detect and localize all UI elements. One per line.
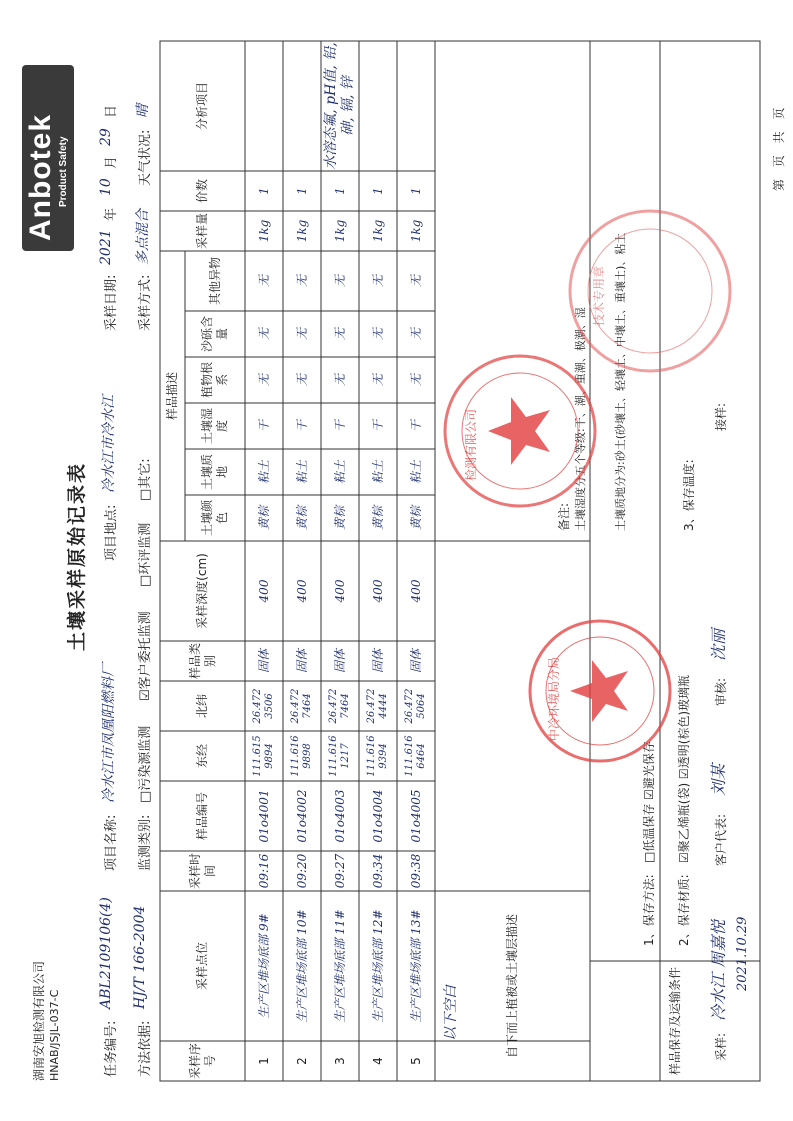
sampling-label: 采样方式: — [138, 274, 153, 331]
row-2-gravel: 无 — [294, 328, 309, 341]
row-4-texture: 粘土 — [370, 460, 385, 485]
row-3-color: 黄棕 — [332, 506, 347, 531]
company-name: 湖南安旭检测有限公司 — [32, 960, 46, 1081]
date-month-unit: 月 — [104, 155, 119, 169]
row-3-depth: 400 — [332, 579, 347, 603]
stamp-text-1: 中冷环境局分局 — [547, 656, 561, 741]
sampler-signature: 冷水江 周嘉悦 — [709, 919, 728, 1021]
row-2-id: 01o4002 — [294, 789, 309, 843]
col-qty: 采样量 — [195, 213, 209, 250]
opt-env: □环评监测 — [138, 522, 153, 587]
page-counter: 第 页 共 页 — [772, 103, 786, 191]
row-4-point: 生产区堆场底部 12# — [370, 909, 385, 1023]
date-day-unit: 日 — [104, 104, 119, 118]
row-4-other: 无 — [370, 275, 385, 288]
method-label: 方法依据: — [138, 1020, 153, 1077]
date-month: 10 — [98, 178, 114, 196]
col-texture: 土壤质地 — [200, 454, 229, 491]
row-3-other: 无 — [332, 275, 347, 288]
date-year: 2021 — [98, 229, 114, 265]
row-5-type: 固体 — [408, 649, 423, 674]
row-3-roots: 无 — [332, 374, 347, 387]
row-4-seq: 4 — [370, 1057, 385, 1065]
row-2-price: 1 — [294, 187, 309, 195]
storage-method-options: □低温保存 ☑避光保存 — [642, 741, 656, 863]
row-1-roots: 无 — [256, 374, 271, 387]
receiver-label: 接样: — [714, 402, 728, 431]
row-4-lat: 26.472 4444 — [365, 688, 389, 724]
row-2-time: 09:20 — [294, 853, 309, 889]
project-site-label: 项目地点: — [104, 504, 119, 561]
note-moisture: 土壤湿度分五个等级:干、潮、重潮、极潮、湿 — [574, 307, 587, 531]
col-lon: 东经 — [195, 744, 209, 769]
row-5-lon: 111.616 6464 — [403, 735, 427, 777]
row-3-seq: 3 — [332, 1057, 347, 1065]
col-point: 采样点位 — [195, 942, 209, 991]
date-day: 29 — [98, 128, 114, 146]
row-5-texture: 粘土 — [408, 460, 423, 485]
storage-material-options: ☑聚乙烯瓶(袋) ☑透明(棕色)玻璃瓶 — [677, 674, 691, 863]
method-value: HJ/T 166-2004 — [132, 905, 148, 1009]
row-5-gravel: 无 — [408, 328, 423, 341]
row-1-id: 01o4001 — [256, 789, 271, 843]
storage-label: 样品保存及运输条件 — [667, 967, 682, 1076]
row-2-moisture: 干 — [294, 420, 309, 433]
row-1-point: 生产区堆场底部 9# — [256, 913, 271, 1019]
project-name: 冷水江市凤凰阳燃料厂 — [101, 663, 117, 803]
reviewer-label: 审核: — [714, 677, 728, 706]
note-temperature: 3、保存温度: — [682, 459, 696, 531]
blank-note: 以下空白 — [443, 985, 459, 1041]
row-1-color: 黄棕 — [256, 506, 271, 531]
row-1-time: 09:16 — [256, 853, 271, 889]
row-1-gravel: 无 — [256, 328, 271, 341]
col-analysis: 分析项目 — [195, 82, 209, 131]
row-5-moisture: 干 — [408, 420, 423, 433]
col-time: 采样时间 — [187, 853, 217, 890]
client-label: 客户代表: — [714, 813, 728, 866]
opt-other: □其它: — [138, 458, 153, 501]
row-1-seq: 1 — [256, 1057, 271, 1065]
date-year-unit: 年 — [104, 207, 119, 221]
row-4-depth: 400 — [370, 579, 385, 603]
row-4-roots: 无 — [370, 374, 385, 387]
col-gravel: 沙砾含量 — [200, 316, 229, 353]
row-3-id: 01o4003 — [332, 789, 347, 843]
row-2-lon: 111.616 9898 — [289, 735, 313, 777]
opt-entrusted: ☑客户委托监测 — [138, 611, 153, 701]
row-1-type: 固体 — [256, 649, 271, 674]
row-2-depth: 400 — [294, 579, 309, 603]
row-1-depth: 400 — [256, 579, 271, 603]
col-seq: 采样序号 — [187, 1043, 217, 1080]
row-5-qty: 1kg — [408, 219, 423, 243]
row-1-qty: 1kg — [256, 219, 271, 243]
row-3-moisture: 干 — [332, 420, 347, 433]
col-lat: 北纬 — [195, 694, 209, 719]
row-4-id: 01o4004 — [370, 789, 385, 843]
stamp-text-3: 技术专用章 — [592, 265, 606, 326]
col-color: 土壤颜色 — [200, 500, 229, 537]
col-moisture: 土壤湿度 — [200, 408, 229, 445]
row-4-qty: 1kg — [370, 219, 385, 243]
row-4-lon: 111.616 9394 — [365, 735, 389, 777]
note-texture: 土壤质地分为:砂土(砂壤土、轻壤土、中壤土、重壤土)、粘土 — [614, 232, 627, 531]
opt-pollution: □污染源监测 — [138, 725, 153, 803]
row-4-time: 09:34 — [370, 853, 385, 889]
col-desc-group: 样品描述 — [165, 372, 179, 421]
col-price: 价数 — [195, 179, 209, 204]
project-site: 冷水江市冷水江 — [101, 395, 117, 493]
strata-label: 自下而上植被或土壤层描述 — [505, 914, 519, 1059]
storage-method-label: 1、保存方法: — [642, 874, 656, 946]
row-2-point: 生产区堆场底部 10# — [294, 909, 309, 1023]
col-id: 样品编号 — [195, 792, 209, 841]
row-4-gravel: 无 — [370, 328, 385, 341]
row-2-seq: 2 — [294, 1057, 309, 1065]
row-3-point: 生产区堆场底部 11# — [332, 909, 347, 1023]
row-3-lat: 26.472 7464 — [327, 688, 351, 724]
reviewer-signature: 沈丽 — [709, 628, 728, 661]
row-5-depth: 400 — [408, 579, 423, 603]
analysis-items: 水溶态氟, pH值, 铅, 砷, 镉, 锌 — [322, 42, 356, 170]
row-5-time: 09:38 — [408, 853, 423, 889]
form-code: HNAB/JSJL-037-C — [48, 989, 61, 1081]
row-1-price: 1 — [256, 187, 271, 195]
row-3-gravel: 无 — [332, 328, 347, 341]
weather-label: 天气状况: — [138, 129, 153, 186]
row-5-point: 生产区堆场底部 13# — [408, 909, 423, 1023]
sampler-label: 采样: — [714, 1032, 728, 1061]
row-5-other: 无 — [408, 275, 423, 288]
storage-material-label: 2、保存材质: — [677, 874, 691, 946]
row-1-moisture: 干 — [256, 420, 271, 433]
weather-value: 晴 — [135, 104, 151, 118]
sampling-value: 多点混合 — [135, 209, 151, 265]
row-5-color: 黄棕 — [408, 506, 423, 531]
row-2-roots: 无 — [294, 374, 309, 387]
row-4-color: 黄棕 — [370, 506, 385, 531]
row-3-time: 09:27 — [332, 853, 347, 889]
col-type: 样品类别 — [187, 643, 217, 680]
row-4-type: 固体 — [370, 649, 385, 674]
row-4-moisture: 干 — [370, 420, 385, 433]
task-number: ABL2109106(4) — [98, 897, 114, 1009]
row-1-lon: 111.615 9894 — [251, 735, 275, 777]
row-5-roots: 无 — [408, 374, 423, 387]
monitor-label: 监测类别: — [138, 814, 153, 871]
row-1-texture: 粘土 — [256, 460, 271, 485]
project-name-label: 项目名称: — [104, 814, 119, 871]
row-5-id: 01o4005 — [408, 789, 423, 843]
notes-label: 备注: — [557, 502, 571, 531]
col-depth: 采样深度(cm) — [195, 553, 209, 629]
row-3-type: 固体 — [332, 649, 347, 674]
row-5-lat: 26.472 5064 — [403, 688, 427, 724]
date-label: 采样日期: — [104, 274, 119, 331]
row-1-lat: 26.472 3506 — [251, 688, 275, 724]
row-2-qty: 1kg — [294, 219, 309, 243]
row-2-color: 黄棕 — [294, 506, 309, 531]
page-title: 土壤采样原始记录表 — [66, 461, 88, 651]
row-1-other: 无 — [256, 275, 271, 288]
row-4-price: 1 — [370, 187, 385, 195]
row-2-type: 固体 — [294, 649, 309, 674]
row-3-texture: 粘土 — [332, 460, 347, 485]
col-other: 其他异物 — [207, 257, 222, 306]
row-3-qty: 1kg — [332, 219, 347, 243]
client-signature: 刘某 — [709, 763, 728, 796]
stamp-text-2: 检测有限公司 — [464, 408, 478, 481]
task-label: 任务编号: — [104, 1020, 119, 1077]
row-5-seq: 5 — [408, 1057, 423, 1065]
row-2-lat: 26.472 7464 — [289, 688, 313, 724]
anbotek-logo: Anbotek Product Safety — [22, 65, 74, 251]
row-2-texture: 粘土 — [294, 460, 309, 485]
row-3-price: 1 — [332, 187, 347, 195]
row-3-lon: 111.616 1217 — [327, 735, 351, 777]
sign-date: 2021.10.29 — [735, 916, 750, 991]
row-5-price: 1 — [408, 187, 423, 195]
col-roots: 植物根系 — [200, 362, 229, 399]
row-2-other: 无 — [294, 275, 309, 288]
